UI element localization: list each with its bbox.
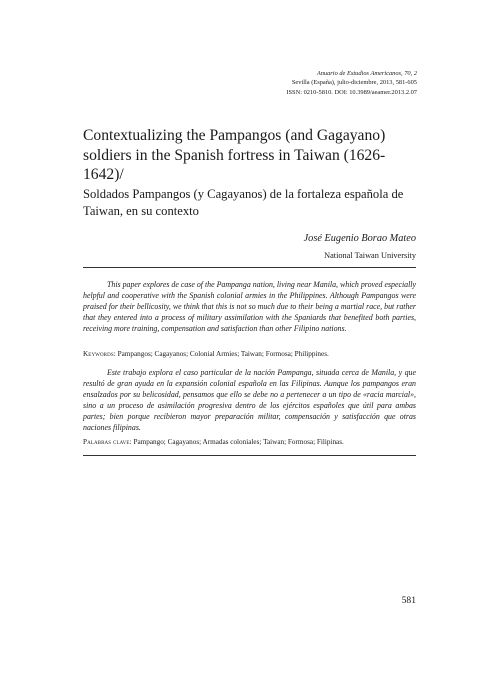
page-number: 581 bbox=[401, 595, 416, 606]
top-divider bbox=[83, 267, 416, 268]
keywords-spanish bbox=[83, 437, 416, 447]
journal-header bbox=[286, 69, 417, 97]
journal-name: Anuario de Estudios Americanos, 70, 2 bbox=[316, 70, 417, 77]
journal-issn-doi: ISSN: 0210-5810. DOI: 10.3989/aeamer.2013.2.07 bbox=[286, 88, 417, 96]
article-title: Contextualizing the Pampangos (and Gagayano) soldiers in the Spanish fortress in Taiwan (1626-1642)/ bbox=[83, 127, 386, 183]
article-subtitle: Soldados Pampangos (y Cagayanos) de la fortaleza española de Taiwan, en su contexto bbox=[83, 187, 404, 218]
abstract-spanish: Este trabajo explora el caso particular de la nación Pampanga, situada cerca de Manila, y que resultó de gran ayuda en la expansión colonial española en las Filipinas. Aunque los pampangos eran ensalzados por su belicosidad, pensamos que ello se debe no a pertenecer a un tipo de «racia marcial», sino a un proceso de asimilación progresiva dentro de los ejércitos españoles que útil para ambas partes; bien porque recibieron mayor preparación militar, compensación y satisfacción que otras naciones filipinas. bbox=[83, 368, 416, 433]
palabras-clave-list: Pampango; Cagayanos; Armadas coloniales; Taiwan; Formosa; Filipinas. bbox=[133, 438, 344, 446]
keywords-english bbox=[83, 349, 416, 359]
abstract-english: This paper explores de case of the Pampanga nation, living near Manila, which proved especially helpful and cooperative with the Spanish colonial armies in the Philippines. Although Pampangos were praised for their bellicosity, we think that this is not so much due to their being a martial race, but rather that they entered into a process of military assimilation with the Spaniards that benefited both parties, receiving more training, compensation and satisfaction than other Filipino nations. bbox=[83, 280, 416, 334]
author-name: José Eugenio Borao Mateo bbox=[303, 233, 416, 244]
journal-issue: Sevilla (España), julio-diciembre, 2013, 581-605 bbox=[291, 79, 417, 87]
palabras-clave-label: Palabras clave: bbox=[83, 438, 132, 446]
keywords-label: Keywords: bbox=[83, 350, 116, 358]
keywords-list: Pampangos; Cagayanos; Colonial Armies; Taiwan; Formosa; Philippines. bbox=[117, 350, 329, 358]
author-affiliation: National Taiwan University bbox=[324, 251, 416, 260]
bottom-divider bbox=[83, 455, 416, 456]
